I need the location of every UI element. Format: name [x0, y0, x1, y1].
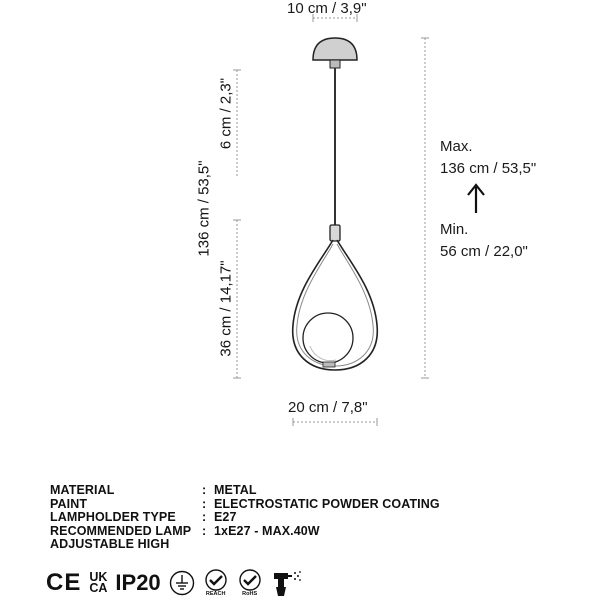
spec-row-material: [50, 484, 440, 498]
glass-globe: [303, 313, 353, 363]
ceiling-canopy: [313, 38, 357, 60]
spec-key: RECOMMENDED LAMP: [50, 523, 192, 538]
spec-row-paint: [50, 498, 440, 512]
min-value: 56 cm / 22,0": [440, 243, 528, 260]
spray-paint-icon: [271, 569, 303, 597]
canopy-height-label: 6 cm / 2,3": [217, 77, 235, 150]
ip20-rating: IP20: [115, 570, 161, 595]
spec-separator: :: [202, 523, 207, 538]
adjust-up-arrow-icon: [468, 185, 484, 213]
spec-value: ELECTROSTATIC POWDER COATING: [214, 496, 440, 511]
spec-separator: :: [202, 496, 207, 511]
min-label: Min.: [440, 221, 469, 238]
spec-separator: [169, 538, 181, 552]
ukca-mark: [89, 572, 107, 594]
spec-key: MATERIAL: [50, 483, 115, 497]
ukca-top: UK: [89, 570, 108, 584]
spec-row-adjustable-high: [50, 538, 440, 552]
shade-width-dimension-line: [293, 418, 377, 426]
spec-value: METAL: [214, 483, 257, 497]
spec-row-lampholder: [50, 511, 440, 525]
spec-row-recommended-lamp: [50, 525, 440, 539]
reach-icon: [203, 569, 229, 597]
globe-base: [323, 362, 335, 367]
reach-label: REACH: [205, 591, 226, 597]
spec-key: PAINT: [50, 496, 88, 511]
spec-table: [50, 484, 440, 552]
total-height-label: 136 cm / 53,5": [195, 160, 213, 257]
max-value: 136 cm / 53,5": [440, 160, 537, 177]
lampholder: [330, 225, 340, 241]
spec-value: E27: [214, 510, 237, 524]
spec-key: LAMPHOLDER TYPE: [50, 510, 176, 524]
spec-value: 1xE27 - MAX.40W: [214, 523, 320, 538]
total-height-dimension-line-right: [421, 38, 429, 378]
shade-width-label: 20 cm / 7,8": [288, 399, 368, 416]
rohs-label: RoHS: [242, 591, 258, 597]
canopy-neck: [330, 60, 340, 68]
spec-separator: :: [202, 483, 207, 497]
shade-height-label: 36 cm / 14,17": [217, 260, 235, 357]
rohs-icon: [237, 569, 263, 597]
rohs-check-icon: [237, 569, 263, 591]
certification-icons: [46, 568, 303, 598]
spec-separator: :: [202, 510, 207, 524]
reach-check-icon: [203, 569, 229, 591]
ukca-bottom: CA: [89, 581, 108, 595]
top-width-label: 10 cm / 3,9": [287, 0, 367, 17]
earth-ground-icon: [169, 570, 195, 596]
max-label: Max.: [440, 138, 473, 155]
spec-key: ADJUSTABLE HIGH: [50, 537, 170, 551]
ce-mark: CE: [46, 569, 82, 596]
